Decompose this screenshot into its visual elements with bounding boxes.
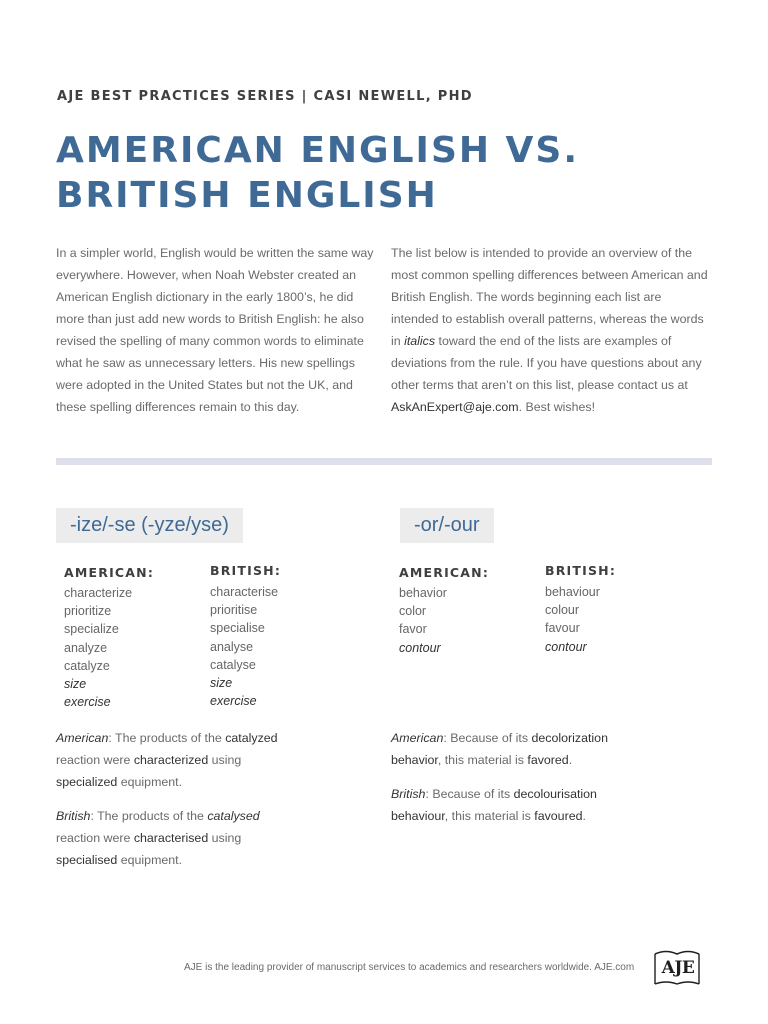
- example-word: decolorization: [531, 731, 608, 745]
- example-text: : Because of its: [425, 787, 514, 801]
- word-item: analyse: [210, 639, 254, 654]
- example-text: : The products of the: [108, 731, 226, 745]
- word-item: catalyze: [64, 658, 110, 673]
- example-text: : The products of the: [90, 809, 208, 823]
- example-label: American: [56, 731, 109, 745]
- example-text: .: [568, 753, 573, 767]
- example-text: equipment.: [117, 853, 183, 867]
- example-word: characterised: [133, 831, 209, 845]
- word-item: analyze: [64, 640, 108, 655]
- example-text: .: [582, 809, 586, 823]
- logo-wordmark: AJE: [661, 958, 695, 978]
- example-label: British: [391, 787, 426, 801]
- example-label: British: [56, 809, 91, 823]
- intro-paragraph-right: [391, 242, 711, 418]
- word-item-exception: exercise: [210, 694, 257, 709]
- example-text: , this material is: [444, 809, 535, 823]
- example-text: : Because of its: [443, 731, 532, 745]
- word-item-exception: contour: [399, 640, 441, 655]
- example-word: catalyzed: [225, 731, 278, 745]
- ize-british-list: [210, 583, 278, 710]
- or-british-heading: BRITISH:: [545, 563, 617, 578]
- title-line-2: BRITISH ENGLISH: [56, 175, 438, 216]
- word-item-exception: exercise: [64, 695, 111, 710]
- example-text: using: [208, 831, 242, 845]
- intro-right-italic: italics: [404, 334, 436, 348]
- or-british-list: [545, 583, 600, 656]
- ize-british-heading: BRITISH:: [210, 563, 282, 578]
- section-tag-ize: -ize/-se (-yze/yse): [56, 508, 243, 543]
- word-item: characterize: [64, 586, 133, 600]
- example-label: American: [391, 731, 444, 745]
- example-text: reaction were: [56, 753, 134, 767]
- word-item: colour: [545, 603, 580, 618]
- page-title: [56, 128, 716, 218]
- or-british-example: [391, 783, 651, 827]
- example-word: decolourisation: [513, 787, 597, 801]
- example-word: characterized: [133, 753, 209, 767]
- example-word: behavior: [391, 753, 438, 767]
- title-line-1: AMERICAN ENGLISH VS.: [56, 130, 579, 171]
- intro-right-part2: toward the end of the lists are examples of deviations from the rule. If you have questions about any other terms that aren’t on this list, please contact us at: [391, 334, 702, 392]
- word-item: color: [399, 604, 427, 619]
- intro-paragraph-left: In a simpler world, English would be written the same way everywhere. However, when Noah Webster created an American English dictionary in the early 1800’s, he did more than just add new words to British English: he also revised the spelling of many common words to eliminate what he saw as unnecessary letters. His new spellings were adopted in the United States but not the UK, and these spelling differences remain to this day.: [56, 246, 374, 414]
- or-american-example: [391, 727, 651, 771]
- ize-american-example: [56, 727, 306, 793]
- word-item: favor: [399, 622, 427, 637]
- section-tag-or: -or/-our: [400, 508, 494, 543]
- example-text: reaction were: [56, 831, 134, 845]
- ize-american-list: [64, 584, 132, 711]
- example-word: favoured: [534, 809, 583, 823]
- footer-text: AJE is the leading provider of manuscript services to academics and researchers worldwide. AJE.com: [184, 962, 635, 973]
- word-item: characterise: [210, 585, 279, 599]
- intro-right-part1: The list below is intended to provide an overview of the most common spelling differences between American and British English. The words beginning each list are intended to establish overall patterns, whereas the words in: [391, 246, 708, 348]
- word-item: specialise: [210, 621, 265, 636]
- word-item-exception: contour: [545, 639, 587, 654]
- word-item: behaviour: [545, 585, 600, 599]
- word-item: catalyse: [210, 657, 256, 672]
- word-item: favour: [545, 621, 580, 636]
- word-item: behavior: [399, 586, 447, 600]
- word-item-exception: size: [64, 677, 87, 692]
- word-item: prioritise: [210, 603, 258, 618]
- example-text: equipment.: [117, 775, 183, 789]
- or-american-list: [399, 584, 447, 657]
- example-text: using: [208, 753, 242, 767]
- word-item: prioritize: [64, 604, 112, 619]
- word-item: specialize: [64, 622, 119, 637]
- example-text: , this material is: [437, 753, 528, 767]
- intro-right-part3: . Best wishes!: [518, 400, 596, 414]
- series-byline: AJE BEST PRACTICES SERIES | CASI NEWELL, PHD: [57, 89, 473, 104]
- word-item-exception: size: [210, 676, 233, 691]
- or-american-heading: AMERICAN:: [399, 565, 490, 580]
- example-word: specialised: [56, 853, 118, 867]
- example-word: favored: [527, 753, 569, 767]
- contact-email-link[interactable]: AskAnExpert@aje.com: [391, 400, 519, 414]
- example-word: behaviour: [391, 809, 445, 823]
- ize-american-heading: AMERICAN:: [64, 565, 155, 580]
- example-word: catalysed: [207, 809, 260, 823]
- ize-british-example: [56, 805, 306, 871]
- example-word: specialized: [56, 775, 118, 789]
- section-divider: [56, 458, 712, 465]
